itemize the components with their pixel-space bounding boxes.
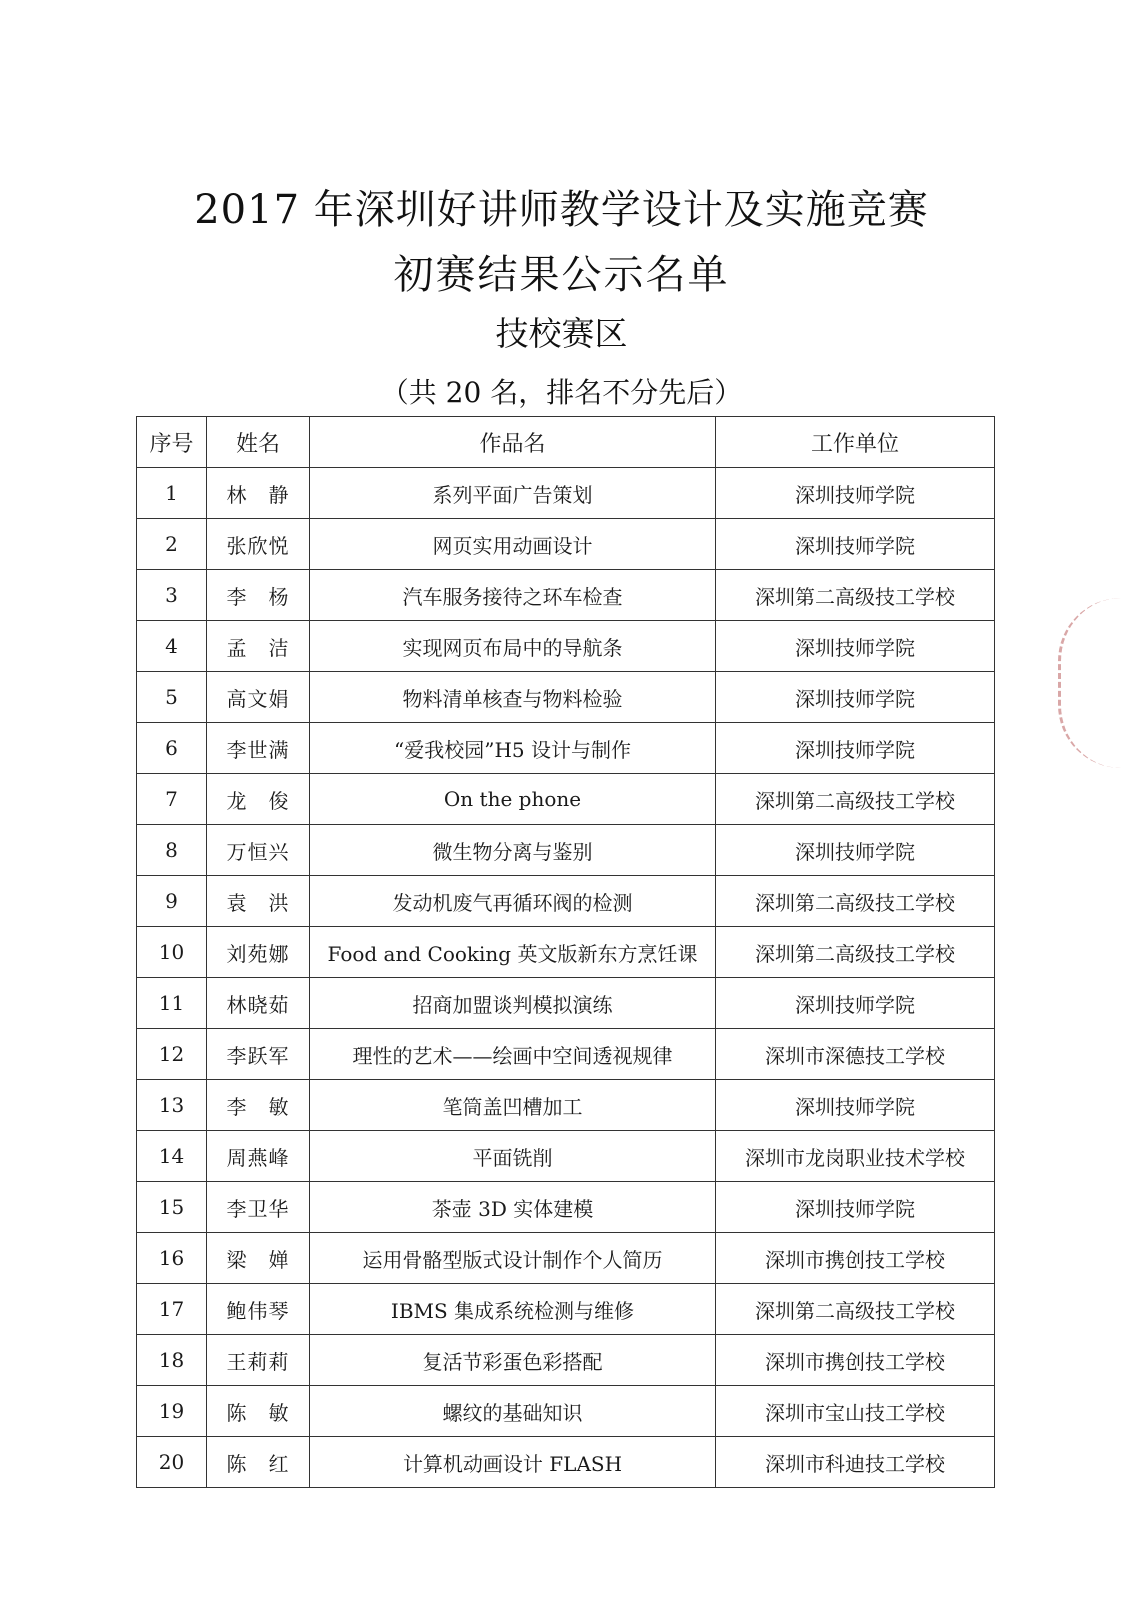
cell-work-unit: 深圳技师学院 [716, 621, 995, 672]
cell-work-unit: 深圳技师学院 [716, 519, 995, 570]
table-row [137, 519, 995, 570]
table-row [137, 927, 995, 978]
table-row [137, 1233, 995, 1284]
table-row [137, 1182, 995, 1233]
division-label: 技校赛区 [495, 314, 628, 353]
table-row [137, 672, 995, 723]
cell-work-title: 物料清单核查与物料检验 [310, 672, 716, 723]
cell-work-unit: 深圳市携创技工学校 [716, 1335, 995, 1386]
cell-name: 万恒兴 [207, 825, 310, 876]
cell-work-title: Food and Cooking 英文版新东方烹饪课 [310, 927, 716, 978]
cell-number: 16 [137, 1233, 207, 1284]
cell-name: 林晓茹 [207, 978, 310, 1029]
cell-work-unit: 深圳技师学院 [716, 978, 995, 1029]
cell-work-unit: 深圳第二高级技工学校 [716, 1284, 995, 1335]
cell-work-unit: 深圳技师学院 [716, 825, 995, 876]
cell-name: 李跃军 [207, 1029, 310, 1080]
cell-number: 15 [137, 1182, 207, 1233]
cell-work-title: IBMS 集成系统检测与维修 [310, 1284, 716, 1335]
cell-work-unit: 深圳市龙岗职业技术学校 [716, 1131, 995, 1182]
cell-name: 陈 敏 [207, 1386, 310, 1437]
table-row [137, 1131, 995, 1182]
cell-name: 鲍伟琴 [207, 1284, 310, 1335]
cell-name: 王莉莉 [207, 1335, 310, 1386]
cell-name: 刘苑娜 [207, 927, 310, 978]
cell-work-title: 运用骨骼型版式设计制作个人简历 [310, 1233, 716, 1284]
cell-work-title: 计算机动画设计 FLASH [310, 1437, 716, 1488]
cell-name: 林 静 [207, 468, 310, 519]
cell-work-title: 实现网页布局中的导航条 [310, 621, 716, 672]
cell-number: 9 [137, 876, 207, 927]
cell-name: 李世满 [207, 723, 310, 774]
cell-name: 周燕峰 [207, 1131, 310, 1182]
cell-work-unit: 深圳第二高级技工学校 [716, 927, 995, 978]
cell-work-unit: 深圳技师学院 [716, 1080, 995, 1131]
cell-number: 8 [137, 825, 207, 876]
cell-work-unit: 深圳技师学院 [716, 468, 995, 519]
cell-work-unit: 深圳技师学院 [716, 672, 995, 723]
cell-number: 20 [137, 1437, 207, 1488]
table-row [137, 825, 995, 876]
table-body [137, 468, 995, 1488]
column-header-unit: 工作单位 [716, 417, 995, 468]
table-row [137, 1080, 995, 1131]
cell-work-title: 微生物分离与鉴别 [310, 825, 716, 876]
cell-name: 李卫华 [207, 1182, 310, 1233]
table-row [137, 876, 995, 927]
table-row [137, 1335, 995, 1386]
cell-number: 19 [137, 1386, 207, 1437]
cell-name: 李 敏 [207, 1080, 310, 1131]
cell-work-title: 复活节彩蛋色彩搭配 [310, 1335, 716, 1386]
cell-number: 7 [137, 774, 207, 825]
cell-work-title: 汽车服务接待之环车检查 [310, 570, 716, 621]
cell-number: 10 [137, 927, 207, 978]
cell-name: 袁 洪 [207, 876, 310, 927]
cell-work-unit: 深圳第二高级技工学校 [716, 774, 995, 825]
cell-work-unit: 深圳市科迪技工学校 [716, 1437, 995, 1488]
table-row [137, 774, 995, 825]
cell-work-title: 笔筒盖凹槽加工 [310, 1080, 716, 1131]
table-row [137, 621, 995, 672]
cell-work-unit: 深圳技师学院 [716, 723, 995, 774]
cell-number: 1 [137, 468, 207, 519]
table-row [137, 468, 995, 519]
column-header-number: 序号 [137, 417, 207, 468]
cell-number: 14 [137, 1131, 207, 1182]
cell-name: 张欣悦 [207, 519, 310, 570]
document-subtitle: 初赛结果公示名单 [393, 252, 730, 298]
cell-work-unit: 深圳第二高级技工学校 [716, 570, 995, 621]
cell-number: 17 [137, 1284, 207, 1335]
table-row [137, 1284, 995, 1335]
cell-work-unit: 深圳市携创技工学校 [716, 1233, 995, 1284]
table-row [137, 570, 995, 621]
cell-work-unit: 深圳第二高级技工学校 [716, 876, 995, 927]
cell-number: 2 [137, 519, 207, 570]
cell-number: 4 [137, 621, 207, 672]
table-row [137, 1029, 995, 1080]
cell-work-title: 理性的艺术——绘画中空间透视规律 [310, 1029, 716, 1080]
column-header-work: 作品名 [310, 417, 716, 468]
document-title: 2017 年深圳好讲师教学设计及实施竞赛 [194, 187, 929, 233]
cell-work-title: 螺纹的基础知识 [310, 1386, 716, 1437]
cell-work-title: 茶壶 3D 实体建模 [310, 1182, 716, 1233]
cell-work-title: “爱我校园”H5 设计与制作 [310, 723, 716, 774]
cell-work-title: 招商加盟谈判模拟演练 [310, 978, 716, 1029]
cell-work-unit: 深圳技师学院 [716, 1182, 995, 1233]
seal-stamp [1058, 598, 1121, 768]
cell-work-title: On the phone [310, 774, 716, 825]
cell-number: 5 [137, 672, 207, 723]
cell-number: 6 [137, 723, 207, 774]
table-row [137, 978, 995, 1029]
results-table [136, 416, 995, 1488]
cell-name: 龙 俊 [207, 774, 310, 825]
cell-name: 高文娟 [207, 672, 310, 723]
table-row [137, 723, 995, 774]
cell-work-title: 平面铣削 [310, 1131, 716, 1182]
cell-name: 孟 洁 [207, 621, 310, 672]
column-header-name: 姓名 [207, 417, 310, 468]
cell-number: 12 [137, 1029, 207, 1080]
table-row [137, 1437, 995, 1488]
count-note: （共 20 名，排名不分先后） [380, 376, 743, 409]
cell-name: 李 杨 [207, 570, 310, 621]
cell-number: 3 [137, 570, 207, 621]
cell-number: 13 [137, 1080, 207, 1131]
cell-name: 陈 红 [207, 1437, 310, 1488]
cell-name: 梁 婵 [207, 1233, 310, 1284]
cell-number: 18 [137, 1335, 207, 1386]
cell-work-unit: 深圳市深德技工学校 [716, 1029, 995, 1080]
cell-work-unit: 深圳市宝山技工学校 [716, 1386, 995, 1437]
cell-number: 11 [137, 978, 207, 1029]
cell-work-title: 发动机废气再循环阀的检测 [310, 876, 716, 927]
table-header-row [137, 417, 995, 468]
table-row [137, 1386, 995, 1437]
cell-work-title: 系列平面广告策划 [310, 468, 716, 519]
cell-work-title: 网页实用动画设计 [310, 519, 716, 570]
